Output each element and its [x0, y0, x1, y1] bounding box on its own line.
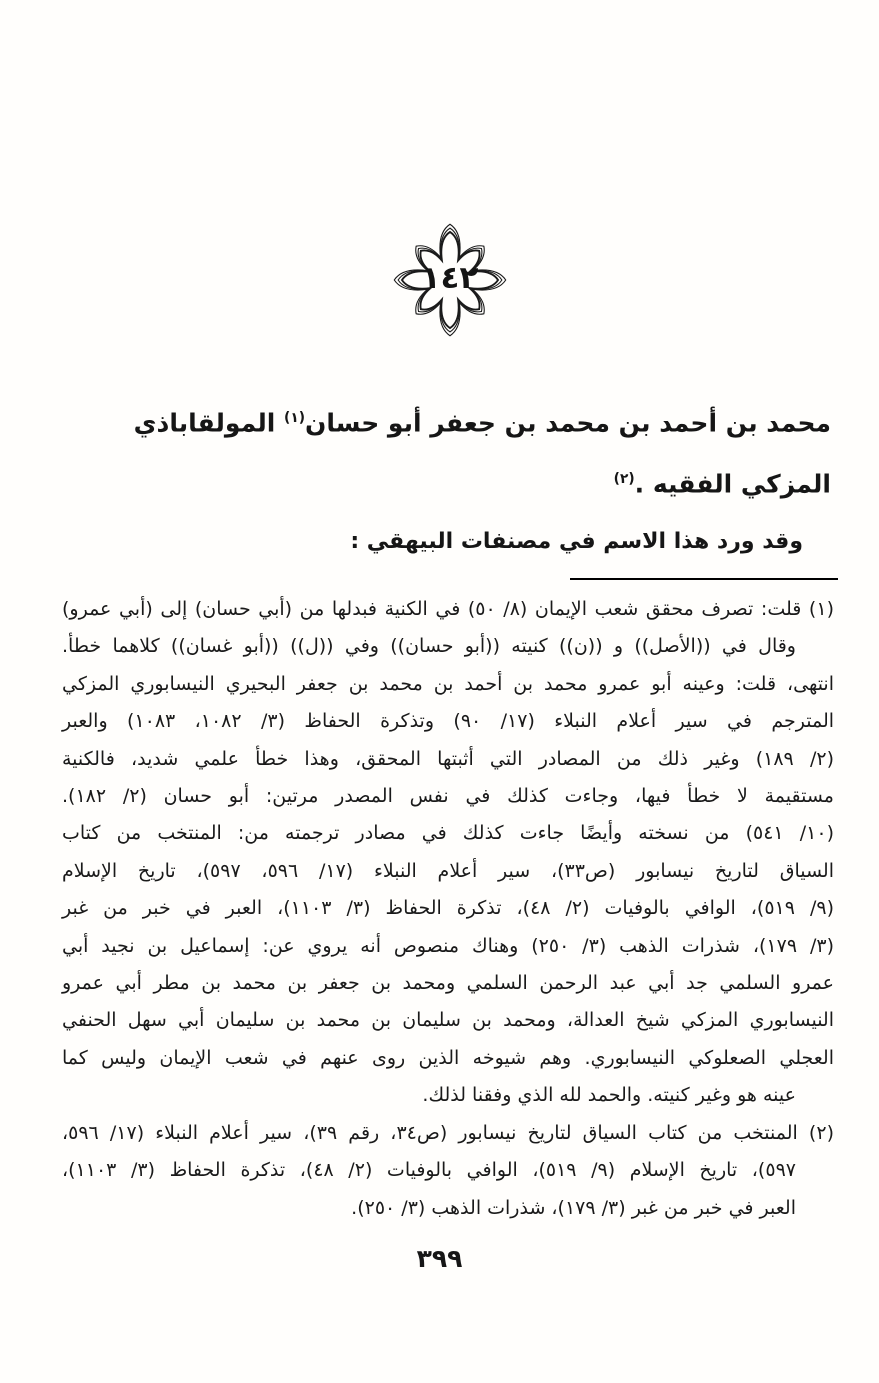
footnote-line: المترجم في سير أعلام النبلاء (١٧/ ٩٠) وتذكرة الحفاظ (٣/ ١٠٨٢، ١٠٨٣) والعبر	[62, 710, 835, 733]
footnote-line: العبر في خبر من غبر (٣/ ١٧٩)، شذرات الذهب (٣/ ٢٥٠).	[351, 1196, 796, 1219]
footnote-ref-2: (٢)	[613, 471, 635, 488]
footnote-ref-1: (١)	[284, 410, 306, 426]
footnote-line: (٩/ ٥١٩)، الوافي بالوفيات (٢/ ٤٨)، تذكرة الحفاظ (٣/ ١١٠٣)، العبر في خبر من غبر	[62, 897, 834, 920]
heading-name: محمد بن أحمد بن محمد بن جعفر أبو حسان	[305, 408, 831, 438]
footnote-2	[62, 1115, 834, 1227]
footnote-line: (٢) المنتخب من كتاب السياق لتاريخ نيسابور (ص٣٤، رقم ٣٩)، سير أعلام النبلاء (١٧/ ٥٩٦،	[62, 1121, 834, 1144]
footnote-line: مستقيمة لا خطأ فيها، وجاءت كذلك في نفس المصدر مرتين: أبو حسان (٢/ ١٨٢).	[62, 785, 834, 808]
footnote-line: السياق لتاريخ نيسابور (ص٣٣)، سير أعلام النبلاء (١٧/ ٥٩٦، ٥٩٧)، تاريخ الإسلام	[62, 859, 834, 882]
footnote-line: ٥٩٧)، تاريخ الإسلام (٩/ ٥١٩)، الوافي بالوفيات (٢/ ٤٨)، تذكرة الحفاظ (٣/ ١١٠٣)،	[62, 1159, 796, 1182]
entry-number: ١٤٢	[421, 260, 479, 296]
footnote-line: العجلي الصعلوكي النيسابوري. وهم شيوخه الذين روى عنهم في شعب الإيمان وليس كما	[62, 1046, 834, 1069]
footnote-line: (٢/ ١٨٩) وغير ذلك من المصادر التي أثبتها المحقق، وهذا خطأ علمي شديد، فالكنية	[62, 747, 834, 770]
footnote-line: (١) قلت: تصرف محقق شعب الإيمان (٨/ ٥٠) في الكنية فبدلها من (أبي حسان) إلى (أبي عمرو)	[62, 598, 834, 620]
footnote-line: عينه هو وغير كنيته. والحمد لله الذي وفقنا لذلك.	[422, 1084, 796, 1107]
heading-nisba: المولقاباذي	[133, 408, 276, 438]
footnote-line: (٣/ ١٧٩)، شذرات الذهب (٣/ ٢٥٠) وهناك منصوص أنه يروي عن: إسماعيل بن نجيد أبي	[62, 934, 834, 957]
heading-title-line2: المزكي الفقيه .	[634, 469, 831, 499]
footnote-line: النيسابوري المزكي شيخ العدالة، ومحمد بن سليمان بن محمد بن سليمان أبي سهل الحنفي	[62, 1009, 834, 1032]
footnote-1	[62, 591, 834, 1115]
footnote-line: عمرو السلمي جد أبي عبد الرحمن السلمي ومحمد بن جعفر بن محمد بن مطر أبي عمرو	[62, 972, 834, 995]
footnote-line: (١٠/ ٥٤١) من نسخته وأيضًا جاءت كذلك في مصادر ترجمته من: المنتخب من كتاب	[62, 822, 834, 845]
footnote-line: انتهى، قلت: وعينه أبو عمرو محمد بن أحمد بن محمد بن جعفر البحيري النيسابوري المزكي	[62, 672, 834, 695]
intro-line: وقد ورد هذا الاسم في مصنفات البيهقي :	[350, 529, 803, 554]
footnote-line: وقال في ((الأصل)) و ((ن)) كنيته ((أبو حسان)) وفي ((ل)) ((أبو غسان)) كلاهما خطأ.	[62, 635, 796, 658]
footnote-divider	[570, 578, 838, 580]
entry-heading	[62, 390, 831, 513]
entry-ornament	[391, 221, 509, 339]
page-number: ٣٩٩	[416, 1244, 463, 1273]
footnotes-block	[62, 591, 834, 1227]
